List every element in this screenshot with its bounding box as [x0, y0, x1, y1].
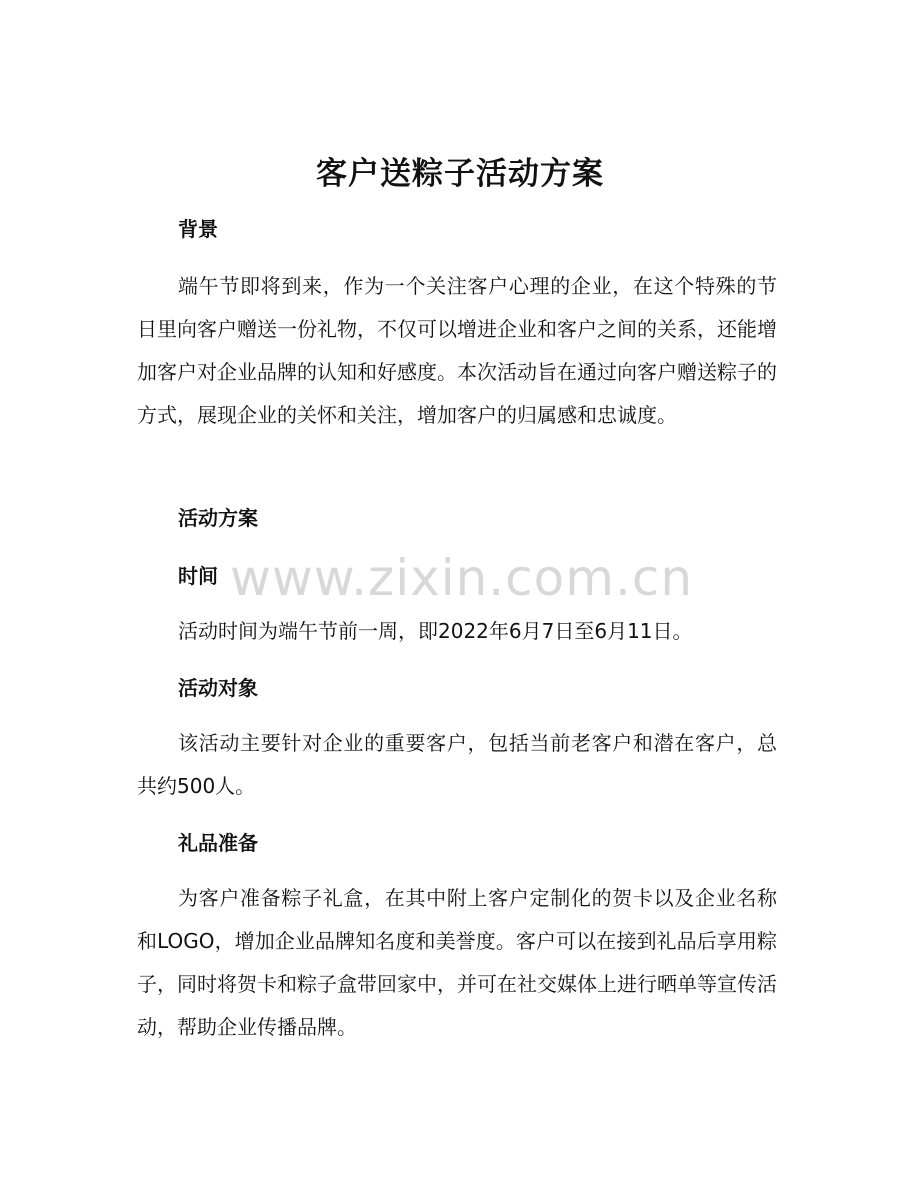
watermark-text: www.zixin.com.cn	[230, 549, 694, 607]
paragraph-background: 端午节即将到来，作为一个关注客户心理的企业，在这个特殊的节日里向客户赠送一份礼物，不仅可以增进企业和客户之间的关系，还能增加客户对企业品牌的认知和好感度。本次活动旨在通过向客户赠送粽子的方式，展现企业的关怀和关注，增加客户的归属感和忠诚度。	[137, 274, 777, 427]
heading-time: 时间	[178, 564, 218, 588]
paragraph-gift: 为客户准备粽子礼盒，在其中附上客户定制化的贺卡以及企业名称和LOGO，增加企业品牌知名度和美誉度。客户可以在接到礼品后享用粽子，同时将贺卡和粽子盒带回家中，并可在社交媒体上进行晒单等宣传活动，帮助企业传播品牌。	[137, 886, 777, 1039]
heading-target: 活动对象	[178, 676, 258, 700]
heading-gift: 礼品准备	[178, 831, 258, 855]
heading-background: 背景	[178, 217, 218, 241]
paragraph-time: 活动时间为端午节前一周，即2022年6月7日至6月11日。	[178, 619, 693, 643]
document-title: 客户送粽子活动方案	[316, 156, 604, 192]
heading-plan: 活动方案	[178, 506, 258, 530]
paragraph-target: 该活动主要针对企业的重要客户，包括当前老客户和潜在客户，总共约500人。	[137, 731, 777, 798]
